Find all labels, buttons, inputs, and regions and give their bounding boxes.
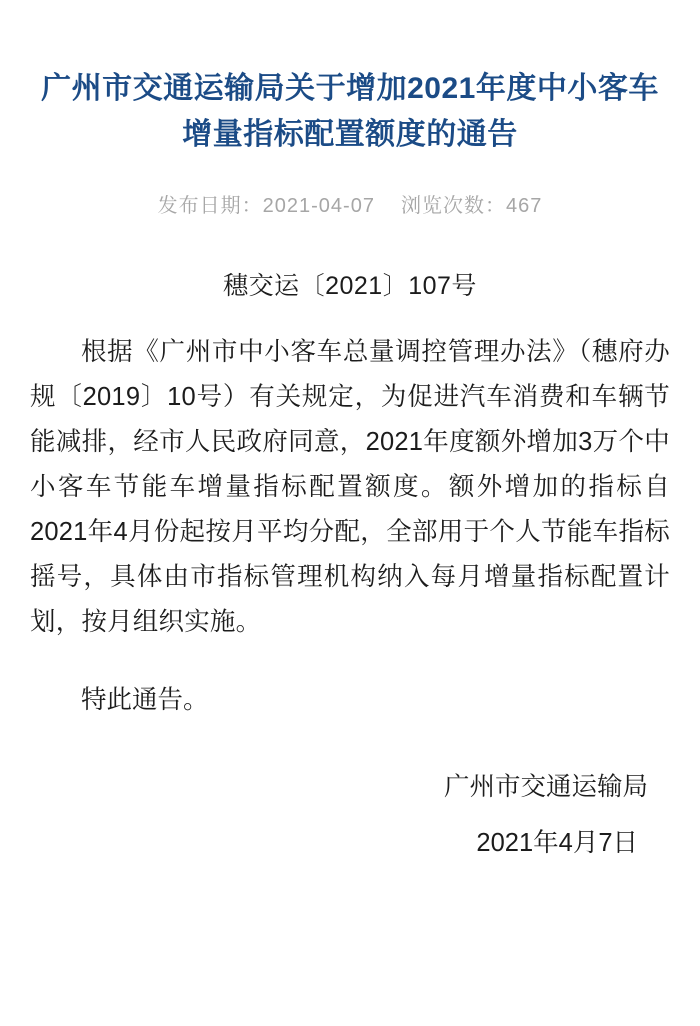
signature-date: 2021年4月7日 (476, 829, 638, 857)
publish-date-value: 2021-04-07 (262, 195, 375, 217)
document-meta (26, 192, 674, 220)
body-paragraph-closing: 特此通告。 (81, 686, 209, 714)
body-paragraph-main: 根据《广州市中小客车总量调控管理办法》（穗府办规〔2019〕10号）有关规定，为促进汽车消费和车辆节能减排，经市人民政府同意，2021年度额外增加3万个中小客车节能车增量指标配置额度。额外增加的指标自2021年4月份起按月平均分配，全部用于个人节能车指标摇号，具体由市指标管理机构纳入每月增量指标配置计划，按月组织实施。 (30, 338, 670, 636)
document-number: 穗交运〔2021〕107号 (223, 272, 477, 300)
signature-issuer: 广州市交通运输局 (443, 773, 648, 801)
page-title: 广州市交通运输局关于增加2021年度中小客车增量指标配置额度的通告 (41, 72, 659, 151)
views-label: 浏览次数： (400, 195, 506, 217)
views-count: 467 (505, 195, 543, 217)
publish-date-label: 发布日期： (157, 195, 263, 217)
